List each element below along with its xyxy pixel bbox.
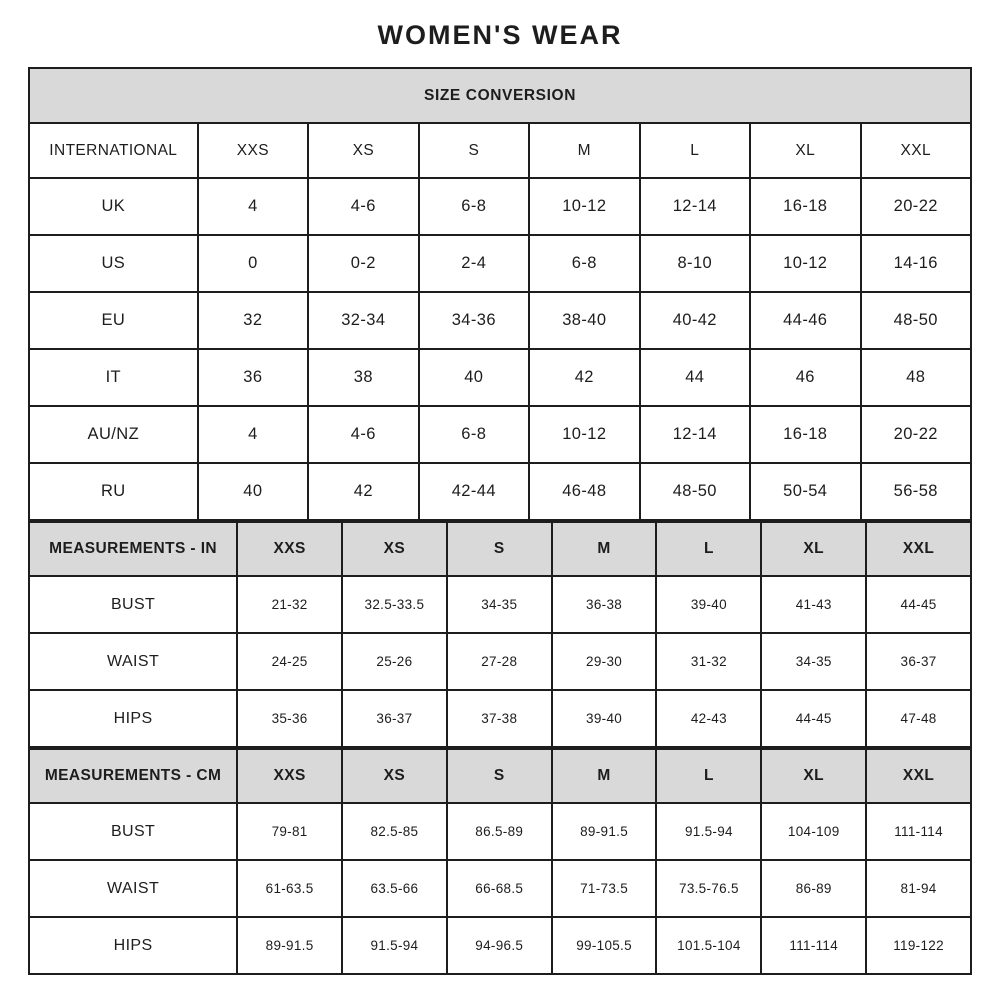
- size-conversion-us-value-m: 6-8: [529, 235, 639, 292]
- size-conversion-size-header-xxs: XXS: [198, 123, 308, 178]
- measurements-cm-waist-value-xxs: 61-63.5: [237, 860, 342, 917]
- size-conversion-au-nz-value-s: 6-8: [419, 406, 529, 463]
- measurements-in-bust-value-xxl: 44-45: [866, 576, 971, 633]
- measurements-in-bust-value-s: 34-35: [447, 576, 552, 633]
- measurements-cm-size-header-l: L: [656, 749, 761, 803]
- size-conversion-au-nz-value-xxl: 20-22: [861, 406, 971, 463]
- measurements-cm-size-header-s: S: [447, 749, 552, 803]
- measurements-in-bust-value-l: 39-40: [656, 576, 761, 633]
- size-conversion-au-nz-value-xl: 16-18: [750, 406, 860, 463]
- size-conversion-size-header-xs: XS: [308, 123, 418, 178]
- measurements-in-row-waist: [29, 633, 971, 690]
- size-conversion-eu-value-m: 38-40: [529, 292, 639, 349]
- measurements-in-size-header-l: L: [656, 522, 761, 576]
- measurements-in-hips-value-xxl: 47-48: [866, 690, 971, 747]
- size-conversion-row-label-uk: UK: [29, 178, 198, 235]
- measurements-cm-size-header-xxl: XXL: [866, 749, 971, 803]
- size-conversion-it-value-xl: 46: [750, 349, 860, 406]
- size-conversion-uk-value-xl: 16-18: [750, 178, 860, 235]
- size-conversion-size-header-l: L: [640, 123, 750, 178]
- size-conversion-us-value-xs: 0-2: [308, 235, 418, 292]
- size-conversion-row-label-us: US: [29, 235, 198, 292]
- measurements-cm-size-header-xxs: XXS: [237, 749, 342, 803]
- size-conversion-row-label-eu: EU: [29, 292, 198, 349]
- size-conversion-row-eu: [29, 292, 971, 349]
- measurements-in-corner-label: MEASUREMENTS - IN: [29, 522, 237, 576]
- measurements-cm-header-row: [29, 749, 971, 803]
- size-conversion-it-value-m: 42: [529, 349, 639, 406]
- measurements-in-size-header-xxl: XXL: [866, 522, 971, 576]
- size-conversion-banner-title: SIZE CONVERSION: [29, 68, 971, 123]
- measurements-cm-table: [28, 748, 972, 975]
- measurements-cm-bust-value-xxs: 79-81: [237, 803, 342, 860]
- size-conversion-it-value-xs: 38: [308, 349, 418, 406]
- measurements-cm-waist-value-xxl: 81-94: [866, 860, 971, 917]
- size-conversion-it-value-xxl: 48: [861, 349, 971, 406]
- measurements-in-waist-value-xxl: 36-37: [866, 633, 971, 690]
- measurements-in-size-header-s: S: [447, 522, 552, 576]
- size-conversion-ru-value-xs: 42: [308, 463, 418, 520]
- measurements-in-size-header-xxs: XXS: [237, 522, 342, 576]
- measurements-in-table: [28, 521, 972, 748]
- size-conversion-au-nz-value-xs: 4-6: [308, 406, 418, 463]
- measurements-in-waist-value-xl: 34-35: [761, 633, 866, 690]
- page-title: WOMEN'S WEAR: [377, 20, 623, 50]
- size-conversion-eu-value-xxs: 32: [198, 292, 308, 349]
- size-conversion-row-it: [29, 349, 971, 406]
- measurements-cm-waist-value-l: 73.5-76.5: [656, 860, 761, 917]
- measurements-in-hips-value-s: 37-38: [447, 690, 552, 747]
- measurements-cm-hips-value-xl: 111-114: [761, 917, 866, 974]
- measurements-cm-row-label-hips: HIPS: [29, 917, 237, 974]
- measurements-cm-size-header-xl: XL: [761, 749, 866, 803]
- size-conversion-uk-value-s: 6-8: [419, 178, 529, 235]
- measurements-cm-waist-value-m: 71-73.5: [552, 860, 657, 917]
- measurements-cm-bust-value-m: 89-91.5: [552, 803, 657, 860]
- measurements-cm-bust-value-l: 91.5-94: [656, 803, 761, 860]
- size-conversion-row-label-au-nz: AU/NZ: [29, 406, 198, 463]
- measurements-in-waist-value-m: 29-30: [552, 633, 657, 690]
- measurements-in-waist-value-xxs: 24-25: [237, 633, 342, 690]
- measurements-in-hips-value-xxs: 35-36: [237, 690, 342, 747]
- measurements-cm-corner-label: MEASUREMENTS - CM: [29, 749, 237, 803]
- measurements-cm-size-header-xs: XS: [342, 749, 447, 803]
- size-conversion-corner-label: INTERNATIONAL: [29, 123, 198, 178]
- measurements-in-row-label-hips: HIPS: [29, 690, 237, 747]
- measurements-in-row-bust: [29, 576, 971, 633]
- size-conversion-ru-value-l: 48-50: [640, 463, 750, 520]
- size-tables-container: [28, 67, 972, 975]
- measurements-in-size-header-xs: XS: [342, 522, 447, 576]
- measurements-in-hips-value-l: 42-43: [656, 690, 761, 747]
- size-conversion-header-row: [29, 123, 971, 178]
- size-conversion-row-ru: [29, 463, 971, 520]
- size-conversion-it-value-xxs: 36: [198, 349, 308, 406]
- size-conversion-eu-value-l: 40-42: [640, 292, 750, 349]
- measurements-cm-bust-value-xl: 104-109: [761, 803, 866, 860]
- size-conversion-ru-value-xxs: 40: [198, 463, 308, 520]
- size-conversion-size-header-m: M: [529, 123, 639, 178]
- measurements-in-hips-value-xs: 36-37: [342, 690, 447, 747]
- measurements-cm-hips-value-xxs: 89-91.5: [237, 917, 342, 974]
- measurements-in-bust-value-m: 36-38: [552, 576, 657, 633]
- size-conversion-uk-value-m: 10-12: [529, 178, 639, 235]
- measurements-cm-row-label-bust: BUST: [29, 803, 237, 860]
- measurements-in-waist-value-xs: 25-26: [342, 633, 447, 690]
- size-conversion-ru-value-xl: 50-54: [750, 463, 860, 520]
- size-conversion-eu-value-xxl: 48-50: [861, 292, 971, 349]
- measurements-in-size-header-m: M: [552, 522, 657, 576]
- size-conversion-ru-value-s: 42-44: [419, 463, 529, 520]
- size-conversion-us-value-xl: 10-12: [750, 235, 860, 292]
- size-conversion-us-value-s: 2-4: [419, 235, 529, 292]
- size-conversion-us-value-xxs: 0: [198, 235, 308, 292]
- measurements-cm-bust-value-s: 86.5-89: [447, 803, 552, 860]
- measurements-cm-row-hips: [29, 917, 971, 974]
- size-conversion-au-nz-value-m: 10-12: [529, 406, 639, 463]
- size-conversion-row-label-ru: RU: [29, 463, 198, 520]
- measurements-cm-hips-value-xxl: 119-122: [866, 917, 971, 974]
- size-conversion-it-value-l: 44: [640, 349, 750, 406]
- measurements-cm-row-bust: [29, 803, 971, 860]
- size-conversion-banner-row: [29, 68, 971, 123]
- measurements-in-bust-value-xs: 32.5-33.5: [342, 576, 447, 633]
- measurements-in-bust-value-xxs: 21-32: [237, 576, 342, 633]
- size-conversion-eu-value-xs: 32-34: [308, 292, 418, 349]
- measurements-cm-size-header-m: M: [552, 749, 657, 803]
- measurements-in-row-hips: [29, 690, 971, 747]
- size-conversion-row-uk: [29, 178, 971, 235]
- measurements-cm-hips-value-l: 101.5-104: [656, 917, 761, 974]
- measurements-in-header-row: [29, 522, 971, 576]
- measurements-in-size-header-xl: XL: [761, 522, 866, 576]
- measurements-cm-waist-value-xs: 63.5-66: [342, 860, 447, 917]
- measurements-cm-bust-value-xs: 82.5-85: [342, 803, 447, 860]
- size-conversion-size-header-s: S: [419, 123, 529, 178]
- size-conversion-table: [28, 67, 972, 521]
- size-conversion-size-header-xl: XL: [750, 123, 860, 178]
- measurements-cm-waist-value-xl: 86-89: [761, 860, 866, 917]
- size-conversion-row-au-nz: [29, 406, 971, 463]
- measurements-in-bust-value-xl: 41-43: [761, 576, 866, 633]
- measurements-in-waist-value-l: 31-32: [656, 633, 761, 690]
- measurements-cm-hips-value-xs: 91.5-94: [342, 917, 447, 974]
- size-conversion-uk-value-l: 12-14: [640, 178, 750, 235]
- size-conversion-uk-value-xs: 4-6: [308, 178, 418, 235]
- measurements-in-row-label-bust: BUST: [29, 576, 237, 633]
- size-conversion-au-nz-value-l: 12-14: [640, 406, 750, 463]
- measurements-cm-row-waist: [29, 860, 971, 917]
- size-conversion-size-header-xxl: XXL: [861, 123, 971, 178]
- measurements-in-hips-value-xl: 44-45: [761, 690, 866, 747]
- measurements-cm-waist-value-s: 66-68.5: [447, 860, 552, 917]
- measurements-cm-hips-value-m: 99-105.5: [552, 917, 657, 974]
- size-conversion-uk-value-xxs: 4: [198, 178, 308, 235]
- measurements-cm-hips-value-s: 94-96.5: [447, 917, 552, 974]
- measurements-in-row-label-waist: WAIST: [29, 633, 237, 690]
- size-conversion-us-value-l: 8-10: [640, 235, 750, 292]
- size-conversion-row-us: [29, 235, 971, 292]
- size-conversion-eu-value-xl: 44-46: [750, 292, 860, 349]
- size-conversion-row-label-it: IT: [29, 349, 198, 406]
- size-conversion-ru-value-xxl: 56-58: [861, 463, 971, 520]
- size-conversion-uk-value-xxl: 20-22: [861, 178, 971, 235]
- size-conversion-au-nz-value-xxs: 4: [198, 406, 308, 463]
- size-conversion-ru-value-m: 46-48: [529, 463, 639, 520]
- measurements-in-hips-value-m: 39-40: [552, 690, 657, 747]
- size-conversion-eu-value-s: 34-36: [419, 292, 529, 349]
- measurements-cm-bust-value-xxl: 111-114: [866, 803, 971, 860]
- measurements-in-waist-value-s: 27-28: [447, 633, 552, 690]
- size-conversion-us-value-xxl: 14-16: [861, 235, 971, 292]
- measurements-cm-row-label-waist: WAIST: [29, 860, 237, 917]
- size-conversion-it-value-s: 40: [419, 349, 529, 406]
